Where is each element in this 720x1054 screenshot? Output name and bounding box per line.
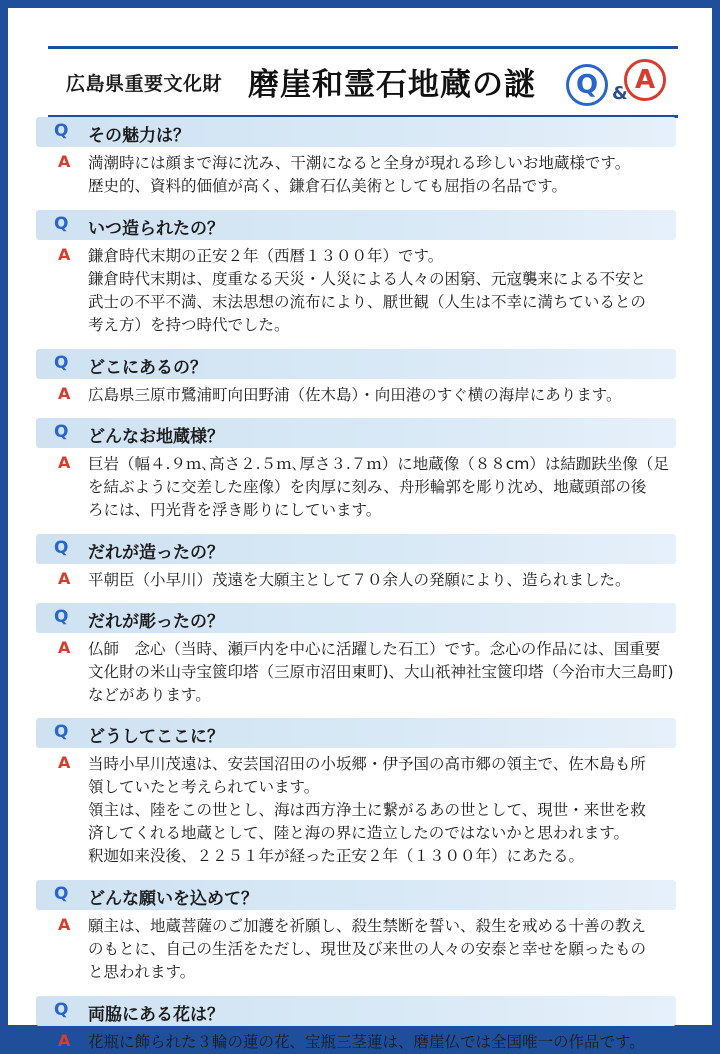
answer-mark: A — [58, 245, 71, 264]
answer-line: 釈迦如来没後、２２５１年が経った正安２年（１３００年）にあたる。 — [88, 847, 585, 865]
answer-line: 仏師 念心（当時、瀬戸内を中心に活躍した石工）です。念心の作品には、国重要 — [88, 640, 661, 658]
question-mark: Q — [54, 422, 69, 442]
answer-line: 領していたと考えられています。 — [88, 778, 320, 796]
question-bar — [36, 210, 676, 240]
question-text: だれが彫ったの？ — [88, 612, 224, 632]
qa-badge-logo — [566, 59, 676, 109]
answer-line: 文化財の米山寺宝篋印塔（三原市沼田東町)、大山祇神社宝篋印塔（今治市大三島町) — [88, 663, 674, 681]
question-text: いつ造られたの？ — [88, 219, 224, 239]
qa-item — [36, 418, 676, 522]
qa-item — [36, 718, 676, 868]
question-bar — [36, 880, 676, 910]
answer-line: のもとに、自己の生活をただし、現世及び来世の人々の安泰と幸せを願ったもの — [88, 940, 647, 958]
answer-line: 武士の不平不満、末法思想の流布により、厭世観（人生は不幸に満ちているとの — [88, 293, 646, 311]
answer-line: を結ぶように交差した座像）を肉厚に刻み、舟形輪郭を彫り沈め、地蔵頭部の後 — [88, 478, 647, 496]
answer-block — [36, 564, 676, 592]
answer-line: 願主は、地蔵菩薩のご加護を祈願し、殺生禁断を誓い、殺生を戒める十善の教え — [88, 917, 647, 935]
question-bar — [36, 418, 676, 448]
question-text: どこにあるの？ — [88, 358, 207, 378]
answer-block — [36, 448, 676, 522]
qa-badge-q: Q — [566, 64, 608, 106]
answer-mark: A — [58, 915, 71, 934]
answer-block — [36, 748, 676, 868]
question-bar — [36, 534, 676, 564]
answer-line: 領主は、陸をこの世とし、海は西方浄土に繋がるあの世として、現世・来世を救 — [88, 801, 646, 819]
answer-line: 満潮時には顔まで海に沈み、干潮になると全身が現れる珍しいお地蔵様です。 — [88, 154, 631, 172]
answer-line: 当時小早川茂遠は、安芸国沼田の小坂郷・伊予国の高市郷の領主で、佐木島も所 — [88, 755, 646, 773]
question-text: どんな願いを込めて？ — [88, 889, 258, 909]
answer-line: ろには、円光背を浮き彫りにしています。 — [88, 501, 382, 519]
page-header — [48, 46, 678, 118]
answer-mark: A — [58, 384, 71, 403]
answer-block — [36, 379, 676, 407]
qa-item — [36, 349, 676, 407]
question-bar — [36, 996, 676, 1026]
question-bar — [36, 603, 676, 633]
question-text: その魅力は？ — [88, 126, 190, 146]
answer-block — [36, 240, 676, 337]
qa-badge-a: A — [624, 59, 666, 101]
answer-mark: A — [58, 638, 71, 657]
answer-line: と思われます。 — [88, 963, 196, 981]
answer-line: 花瓶に飾られた３輪の蓮の花、宝瓶三茎蓮は、磨崖仏では全国唯一の作品です。 — [88, 1033, 645, 1051]
question-bar — [36, 718, 676, 748]
answer-line: 鎌倉時代末期の正安２年（西暦１３００年）です。 — [88, 247, 444, 265]
answer-line: 考え方）を持つ時代でした。 — [88, 316, 290, 334]
qa-item — [36, 534, 676, 592]
question-mark: Q — [54, 722, 69, 742]
header-subtitle: 広島県重要文化財 — [66, 73, 223, 95]
answer-block — [36, 147, 676, 198]
question-mark: Q — [54, 121, 69, 141]
answer-line: 広島県三原市鷺浦町向田野浦（佐木島）・向田港のすぐ横の海岸にあります。 — [88, 386, 622, 404]
answer-line: 済してくれる地蔵として、陸と海の界に造立したのではないかと思われます。 — [88, 824, 629, 842]
answer-mark: A — [58, 152, 71, 171]
question-mark: Q — [54, 538, 69, 558]
qa-badge-amp: & — [612, 83, 628, 104]
answer-mark: A — [58, 1031, 71, 1050]
answer-line: 歴史的、資料的価値が高く、鎌倉石仏美術としても屈指の名品です。 — [88, 177, 567, 195]
question-mark: Q — [54, 607, 69, 627]
answer-block — [36, 910, 676, 984]
question-bar — [36, 349, 676, 379]
answer-line: 鎌倉時代末期は、度重なる天災・人災による人々の困窮、元寇襲来による不安と — [88, 270, 647, 288]
answer-block — [36, 1026, 676, 1054]
question-text: だれが造ったの？ — [88, 543, 224, 563]
page-title: 磨崖和霊石地蔵の謎 — [248, 67, 536, 103]
question-mark: Q — [54, 884, 69, 904]
answer-mark: A — [58, 753, 71, 772]
qa-item — [36, 880, 676, 984]
answer-mark: A — [58, 453, 71, 472]
qa-item — [36, 210, 676, 337]
question-mark: Q — [54, 1000, 69, 1020]
question-mark: Q — [54, 214, 69, 234]
answer-line: 巨岩（幅４.９ｍ､高さ２.５ｍ､厚さ３.７ｍ）に地蔵像（８８cm）は結跏趺坐像（足 — [88, 455, 669, 473]
question-bar — [36, 117, 676, 147]
question-text: 両脇にある花は？ — [88, 1005, 224, 1025]
question-text: どんなお地蔵様？ — [88, 427, 224, 447]
answer-line: などがあります。 — [88, 686, 211, 704]
answer-mark: A — [58, 569, 71, 588]
answer-line: 平朝臣（小早川）茂遠を大願主として７０余人の発願により、造られました。 — [88, 571, 631, 589]
answer-block — [36, 633, 676, 707]
qa-item — [36, 996, 676, 1054]
question-text: どうしてここに？ — [88, 727, 224, 747]
question-mark: Q — [54, 353, 69, 373]
qa-item — [36, 603, 676, 707]
qa-list — [36, 117, 676, 1054]
qa-item — [36, 117, 676, 198]
